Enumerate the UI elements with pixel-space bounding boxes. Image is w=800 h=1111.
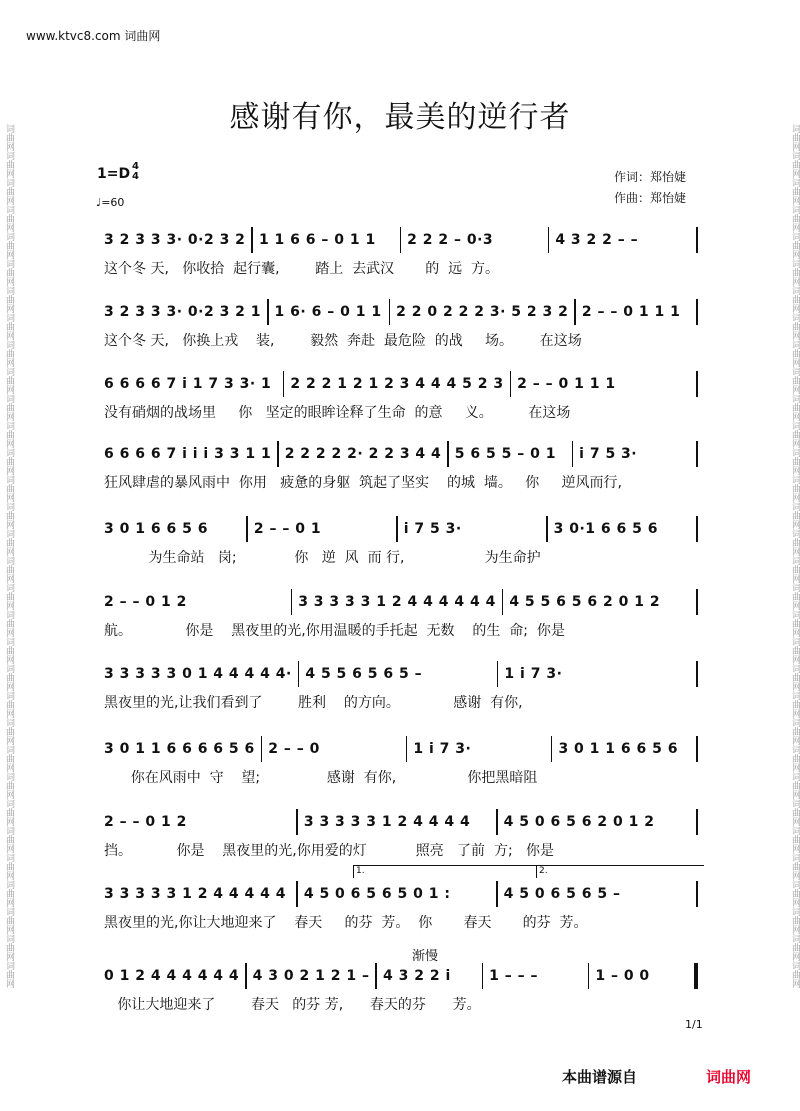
lyric-line: 这个冬 天, 你收拾 起行囊, 踏上 去武汉 的 远 方。 xyxy=(104,261,500,277)
measure: 4 3 2 2 i xyxy=(382,968,451,984)
barline xyxy=(296,809,298,835)
barline xyxy=(245,963,247,989)
notation-row xyxy=(104,735,704,763)
measure: 2 – – 0 xyxy=(268,741,320,757)
measure: 3 3 3 3 3 1 2 4 4 4 4 4 xyxy=(104,886,287,902)
source-label: 本曲谱源自 xyxy=(562,1068,638,1086)
composer-credit: 作曲：郑怡婕 xyxy=(614,191,687,205)
measure: i 7 5 3· xyxy=(403,521,462,537)
barline xyxy=(696,661,698,687)
barline xyxy=(572,441,574,467)
barline xyxy=(696,441,698,467)
barline xyxy=(296,881,298,907)
measure: 6 6 6 6 7 i i i 3 3 1 1 xyxy=(104,446,272,462)
notation-row xyxy=(104,588,704,616)
barline xyxy=(261,736,263,762)
measure: 4 5 0 6 5 6 2 0 1 2 xyxy=(503,814,655,830)
lyric-line: 你在风雨中 守 望; 感谢 有你, 你把黑暗阻 xyxy=(104,770,538,786)
side-watermark-left: 词曲网词曲网词曲网词曲网词曲网词曲网词曲网词曲网词曲网词曲网词曲网词曲网词曲网词曲网词曲网词曲网词曲网词曲网词曲网词曲网词曲网词曲网词曲网词曲网词曲网词曲网词曲网词曲网词曲网词曲网词曲网词曲网 xyxy=(4,123,14,988)
notation-row xyxy=(104,298,704,326)
measure: 3 2 3 3 3· 0·2 3 2 1 xyxy=(104,304,262,320)
barline xyxy=(574,299,576,325)
measure: 1 i 7 3· xyxy=(413,741,472,757)
site-url[interactable]: www.ktvc8.com 词曲网 xyxy=(26,29,161,43)
barline xyxy=(267,299,269,325)
barline xyxy=(375,963,377,989)
barline xyxy=(389,299,391,325)
measure: 4 5 5 6 5 6 5 – xyxy=(305,666,423,682)
lyric-line: 黑夜里的光,让我们看到了 胜利 的方向。 感谢 有你, xyxy=(104,695,523,711)
measure: 2 – – 0 1 2 xyxy=(104,814,187,830)
barline xyxy=(497,661,499,687)
barline xyxy=(546,516,548,542)
barline xyxy=(251,227,253,253)
measure: 1 6· 6 – 0 1 1 xyxy=(274,304,382,320)
barline xyxy=(400,227,402,253)
measure: 3 0 1 1 6 6 5 6 xyxy=(558,741,678,757)
barline xyxy=(298,661,300,687)
notation-row xyxy=(104,515,704,543)
measure: 2 – – 0 1 1 1 xyxy=(517,376,616,392)
barline xyxy=(551,736,553,762)
barline xyxy=(482,963,484,989)
measure: 5 6 5 5 – 0 1 xyxy=(454,446,556,462)
measure: 3 3 3 3 3 1 2 4 4 4 4 xyxy=(303,814,471,830)
notation-row xyxy=(104,808,704,836)
barline xyxy=(694,963,698,989)
measure: 3 0 1 1 6 6 6 6 5 6 xyxy=(104,741,255,757)
measure: 2 – – 0 1 1 1 xyxy=(581,304,681,320)
barline xyxy=(496,881,498,907)
measure: 3 0·1 6 6 5 6 xyxy=(553,521,659,537)
lyric-line: 狂风肆虐的暴风雨中 你用 疲惫的身躯 筑起了坚实 的城 墙。 你 逆风而行, xyxy=(104,475,622,491)
measure: 2 2 2 – 0·3 xyxy=(407,232,494,248)
measure: 3 3 3 3 3 1 2 4 4 4 4 4 4 xyxy=(298,594,496,610)
key-signature: 1=D xyxy=(97,166,131,182)
measure: 0 1 2 4 4 4 4 4 4 xyxy=(104,968,240,984)
barline xyxy=(447,441,449,467)
lyric-line: 航。 你是 黑夜里的光,你用温暖的手托起 无数 的生 命; 你是 xyxy=(104,623,565,639)
tempo-mark: ♩=60 xyxy=(96,196,125,209)
notation-row xyxy=(104,660,704,688)
measure: 2 – – 0 1 xyxy=(253,521,322,537)
measure: 2 2 2 1 2 1 2 3 4 4 4 5 2 3 xyxy=(290,376,504,392)
barline xyxy=(291,589,293,615)
barline xyxy=(396,516,398,542)
measure: 1 1 6 6 – 0 1 1 xyxy=(258,232,376,248)
measure: 3 3 3 3 3 0 1 4 4 4 4 4· xyxy=(104,666,292,682)
measure: i 7 5 3· xyxy=(579,446,638,462)
measure: 6 6 6 6 7 i 1 7 3 3· 1 xyxy=(104,376,272,392)
brand-logo[interactable]: 词曲网 xyxy=(706,1068,752,1086)
barline xyxy=(502,589,504,615)
barline xyxy=(696,227,698,253)
meter-bottom: 4 xyxy=(132,171,139,182)
barline xyxy=(588,963,590,989)
measure: 4 5 0 6 5 6 5 0 1 : xyxy=(303,886,451,902)
notation-row xyxy=(104,440,704,468)
barline xyxy=(696,371,698,397)
measure: 3 2 3 3 3· 0·2 3 2 xyxy=(104,232,246,248)
barline xyxy=(696,881,698,907)
ritardando-mark: 渐慢 xyxy=(412,949,439,964)
time-signature xyxy=(132,162,139,182)
measure: 1 – – – xyxy=(489,968,539,984)
measure: 4 5 5 6 5 6 2 0 1 2 xyxy=(509,594,661,610)
barline xyxy=(510,371,512,397)
lyric-line: 你让大地迎来了 春天 的芬 芳, 春天的芬 芳。 xyxy=(104,997,481,1013)
measure: 1 i 7 3· xyxy=(504,666,563,682)
barline xyxy=(246,516,248,542)
barline xyxy=(696,736,698,762)
barline xyxy=(406,736,408,762)
notation-row xyxy=(104,962,704,990)
lyric-line: 这个冬 天, 你换上戎 装, 毅然 奔赴 最危险 的战 场。 在这场 xyxy=(104,333,582,349)
notation-row xyxy=(104,370,704,398)
barline xyxy=(696,589,698,615)
barline xyxy=(283,371,285,397)
notation-row xyxy=(104,880,704,908)
barline xyxy=(277,441,279,467)
notation-row xyxy=(104,226,704,254)
meter-top: 4 xyxy=(132,161,139,172)
barline xyxy=(496,809,498,835)
lyricist-credit: 作词：郑怡婕 xyxy=(614,170,687,184)
measure: 2 2 2 2 2· 2 2 3 4 4 xyxy=(284,446,442,462)
second-ending: 2. xyxy=(536,865,704,878)
page-number: 1/1 xyxy=(685,1018,703,1031)
measure: 2 – – 0 1 2 xyxy=(104,594,187,610)
lyric-line: 为生命站 岗; 你 逆 风 而 行, 为生命护 xyxy=(104,550,541,566)
lyric-line: 没有硝烟的战场里 你 坚定的眼眸诠释了生命 的意 义。 在这场 xyxy=(104,405,571,421)
side-watermark-right: 词曲网词曲网词曲网词曲网词曲网词曲网词曲网词曲网词曲网词曲网词曲网词曲网词曲网词曲网词曲网词曲网词曲网词曲网词曲网词曲网词曲网词曲网词曲网词曲网词曲网词曲网词曲网词曲网词曲网词曲网词曲网词曲网 xyxy=(790,123,800,988)
barline xyxy=(548,227,550,253)
barline xyxy=(696,809,698,835)
lyric-line: 黑夜里的光,你让大地迎来了 春天 的芬 芳。 你 春天 的芬 芳。 xyxy=(104,915,588,931)
barline xyxy=(696,516,698,542)
measure: 4 3 2 2 – – xyxy=(555,232,639,248)
measure: 1 – 0 0 xyxy=(595,968,650,984)
page-title: 感谢有你，最美的逆行者 xyxy=(229,100,571,135)
measure: 2 2 0 2 2 2 3· 5 2 3 2 xyxy=(396,304,569,320)
measure: 4 5 0 6 5 6 5 – xyxy=(503,886,621,902)
measure: 4 3 0 2 1 2 1 – xyxy=(252,968,370,984)
first-ending: 1. xyxy=(353,865,536,878)
measure: 3 0 1 6 6 5 6 xyxy=(104,521,208,537)
lyric-line: 挡。 你是 黑夜里的光,你用爱的灯 照亮 了前 方; 你是 xyxy=(104,843,555,859)
barline xyxy=(696,299,698,325)
